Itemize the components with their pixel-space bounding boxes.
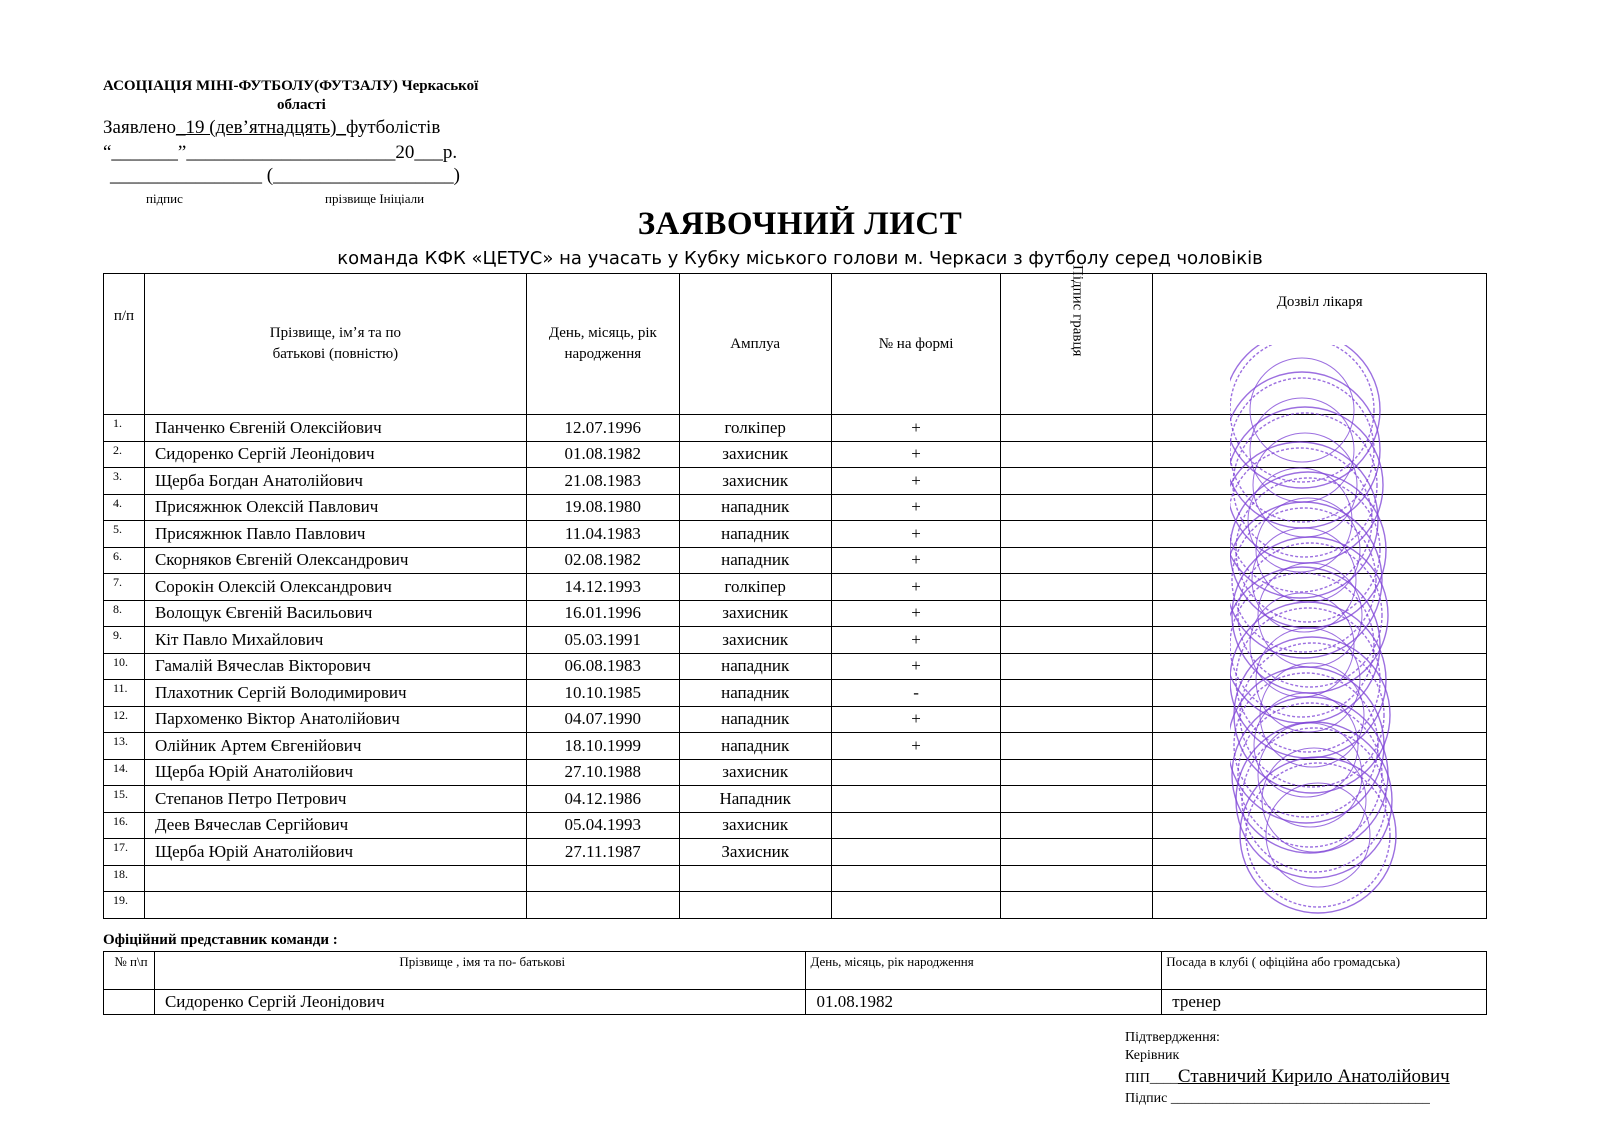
players-table [103,264,1487,919]
table-row [104,547,1487,574]
pib-label: ПІП____ [1125,1071,1178,1086]
player-shirt: + [831,653,1001,680]
player-name: Кіт Павло Михайлович [144,627,526,654]
player-name: Щерба Юрій Анатолійович [144,839,526,866]
player-name [144,865,526,892]
doctor-approval [1153,865,1487,892]
player-dob: 02.08.1982 [526,547,679,574]
header-dob: День, місяць, рік народження [526,274,679,415]
table-row [104,892,1487,919]
table-row [104,627,1487,654]
player-dob: 05.03.1991 [526,627,679,654]
rep-header-name: Прізвище , імя та по- батькові [154,952,805,990]
player-name: Олійник Артем Євгенійович [144,733,526,760]
row-number: 13. [104,733,145,760]
representative-table [103,951,1487,1015]
rep-header-num: № п\п [104,952,155,990]
player-signature [1001,812,1153,839]
player-dob: 06.08.1983 [526,653,679,680]
player-role: голкіпер [679,574,831,601]
table-row [104,441,1487,468]
player-dob [526,892,679,919]
row-number: 8. [104,600,145,627]
player-signature [1001,600,1153,627]
doctor-approval [1153,547,1487,574]
player-role [679,865,831,892]
doctor-approval [1153,468,1487,495]
player-name: Сорокін Олексій Олександрович [144,574,526,601]
rep-num [104,990,155,1015]
doctor-approval [1153,786,1487,813]
player-shirt [831,786,1001,813]
declared-count: 19 (дев’ятнадцять) [185,117,337,138]
doctor-approval [1153,521,1487,548]
player-signature [1001,627,1153,654]
table-row [104,706,1487,733]
player-dob: 27.11.1987 [526,839,679,866]
player-signature [1001,706,1153,733]
header-doctor: Дозвіл лікаря [1153,274,1487,415]
row-number: 11. [104,680,145,707]
rep-header-position: Посада в клубі ( офіційна або громадська) [1162,952,1487,990]
table-row [104,415,1487,442]
header-name: Прізвище, імʼя та по батькові (повністю) [144,274,526,415]
player-shirt: + [831,494,1001,521]
player-signature [1001,680,1153,707]
player-name: Щерба Юрій Анатолійович [144,759,526,786]
player-signature [1001,653,1153,680]
doctor-approval [1153,574,1487,601]
player-shirt [831,892,1001,919]
player-role [679,892,831,919]
player-dob: 05.04.1993 [526,812,679,839]
player-name: Сидоренко Сергій Леонідович [144,441,526,468]
player-name: Степанов Петро Петрович [144,786,526,813]
player-shirt [831,812,1001,839]
table-row [104,494,1487,521]
player-dob: 04.12.1986 [526,786,679,813]
doctor-approval [1153,892,1487,919]
row-number: 10. [104,653,145,680]
player-role: Захисник [679,839,831,866]
player-name [144,892,526,919]
doctor-approval [1153,627,1487,654]
doctor-approval [1153,415,1487,442]
row-number: 4. [104,494,145,521]
head-label: Керівник [1125,1048,1180,1063]
row-number: 1. [104,415,145,442]
player-signature [1001,839,1153,866]
player-role: голкіпер [679,415,831,442]
representative-row [104,990,1487,1015]
header-role: Амплуа [679,274,831,415]
head-name: Ставничий Кирило Анатолійович [1177,1066,1450,1087]
table-row [104,521,1487,548]
row-number: 15. [104,786,145,813]
row-number: 14. [104,759,145,786]
player-dob: 01.08.1982 [526,441,679,468]
player-name: Волощук Євгеній Васильович [144,600,526,627]
player-shirt: + [831,627,1001,654]
row-number: 18. [104,865,145,892]
player-name: Щерба Богдан Анатолійович [144,468,526,495]
player-dob: 16.01.1996 [526,600,679,627]
player-shirt: + [831,706,1001,733]
player-signature [1001,441,1153,468]
player-shirt [831,839,1001,866]
signature-line: ________________ (___________________) [110,165,460,186]
doctor-approval [1153,653,1487,680]
row-number: 19. [104,892,145,919]
name-caption: прізвище Ініціали [325,191,425,206]
table-row [104,733,1487,760]
doctor-approval [1153,600,1487,627]
doctor-approval [1153,680,1487,707]
header-shirt: № на формі [831,274,1001,415]
player-role: захисник [679,627,831,654]
row-number: 12. [104,706,145,733]
player-name: Плахотник Сергій Володимирович [144,680,526,707]
player-dob [526,865,679,892]
player-signature [1001,415,1153,442]
doctor-approval [1153,706,1487,733]
table-row [104,812,1487,839]
row-number: 7. [104,574,145,601]
player-dob: 19.08.1980 [526,494,679,521]
doctor-approval [1153,441,1487,468]
head-signature-line: Підпис _____________________________________ [1125,1091,1430,1106]
organization-region: області [277,97,326,113]
player-role: захисник [679,600,831,627]
player-shirt [831,865,1001,892]
player-signature [1001,892,1153,919]
table-row [104,574,1487,601]
confirmation-label: Підтвердження: [1125,1030,1220,1045]
signature-caption: підпис [146,191,183,206]
player-role: захисник [679,468,831,495]
player-signature [1001,468,1153,495]
row-number: 17. [104,839,145,866]
table-row [104,839,1487,866]
player-shirt: + [831,547,1001,574]
doctor-approval [1153,839,1487,866]
rep-position: тренер [1162,990,1487,1015]
row-number: 5. [104,521,145,548]
player-dob: 12.07.1996 [526,415,679,442]
player-shirt: + [831,733,1001,760]
row-number: 16. [104,812,145,839]
player-name: Деев Вячеслав Сергійович [144,812,526,839]
player-shirt: + [831,468,1001,495]
player-dob: 21.08.1983 [526,468,679,495]
player-role: нападник [679,706,831,733]
page-subtitle: команда КФК «ЦЕТУС» на учасать у Кубку міського голови м. Черкаси з футболу серед чоловіків [337,248,1263,269]
player-shirt: + [831,521,1001,548]
player-dob: 10.10.1985 [526,680,679,707]
rep-dob: 01.08.1982 [806,990,1162,1015]
player-signature [1001,494,1153,521]
player-role: захисник [679,441,831,468]
player-signature [1001,786,1153,813]
organization-name: АСОЦІАЦІЯ МІНІ-ФУТБОЛУ(ФУТЗАЛУ) Черкаської [103,78,479,94]
row-number: 3. [104,468,145,495]
player-name: Панченко Євгеній Олексійович [144,415,526,442]
player-dob: 04.07.1990 [526,706,679,733]
row-number: 9. [104,627,145,654]
representative-caption: Офіційний представник команди : [103,932,338,948]
declared-prefix: Заявлено [103,117,176,138]
player-role: нападник [679,733,831,760]
players-table-header [104,274,1487,415]
date-line: “_______”______________________20___р. [103,142,458,163]
table-row [104,786,1487,813]
table-row [104,468,1487,495]
player-dob: 18.10.1999 [526,733,679,760]
table-row [104,865,1487,892]
player-shirt: + [831,574,1001,601]
player-role: захисник [679,812,831,839]
player-shirt: + [831,441,1001,468]
table-row [104,600,1487,627]
header-num: п/п [104,274,145,415]
declared-players-line: Заявлено_19 (дев’ятнадцять)_футболістів [103,117,441,138]
player-dob: 27.10.1988 [526,759,679,786]
head-name-line [1125,1066,1450,1088]
representative-header [104,952,1487,990]
player-signature [1001,574,1153,601]
player-role: нападник [679,653,831,680]
doctor-approval [1153,759,1487,786]
player-role: нападник [679,680,831,707]
player-dob: 14.12.1993 [526,574,679,601]
player-shirt: - [831,680,1001,707]
table-row [104,680,1487,707]
player-name: Пархоменко Віктор Анатолійович [144,706,526,733]
player-shirt: + [831,600,1001,627]
doctor-approval [1153,812,1487,839]
doctor-approval [1153,733,1487,760]
header-signature: Підпис гравця [1001,274,1153,415]
player-role: захисник [679,759,831,786]
player-name: Гамалій Вячеслав Вікторович [144,653,526,680]
rep-name: Сидоренко Сергій Леонідович [154,990,805,1015]
player-signature [1001,733,1153,760]
player-signature [1001,547,1153,574]
player-role: нападник [679,494,831,521]
player-name: Присяжнюк Олексій Павлович [144,494,526,521]
player-dob: 11.04.1983 [526,521,679,548]
player-name: Присяжнюк Павло Павлович [144,521,526,548]
doctor-approval [1153,494,1487,521]
player-role: Нападник [679,786,831,813]
page-title: ЗАЯВОЧНИЙ ЛИСТ [637,206,963,242]
rep-header-dob: День, місяць, рік народження [806,952,1162,990]
table-row [104,759,1487,786]
player-shirt: + [831,415,1001,442]
player-role: нападник [679,521,831,548]
player-shirt [831,759,1001,786]
player-signature [1001,521,1153,548]
row-number: 6. [104,547,145,574]
row-number: 2. [104,441,145,468]
declared-suffix: футболістів [346,117,441,138]
table-row [104,653,1487,680]
player-role: нападник [679,547,831,574]
player-name: Скорняков Євгеній Олександрович [144,547,526,574]
player-signature [1001,865,1153,892]
player-signature [1001,759,1153,786]
